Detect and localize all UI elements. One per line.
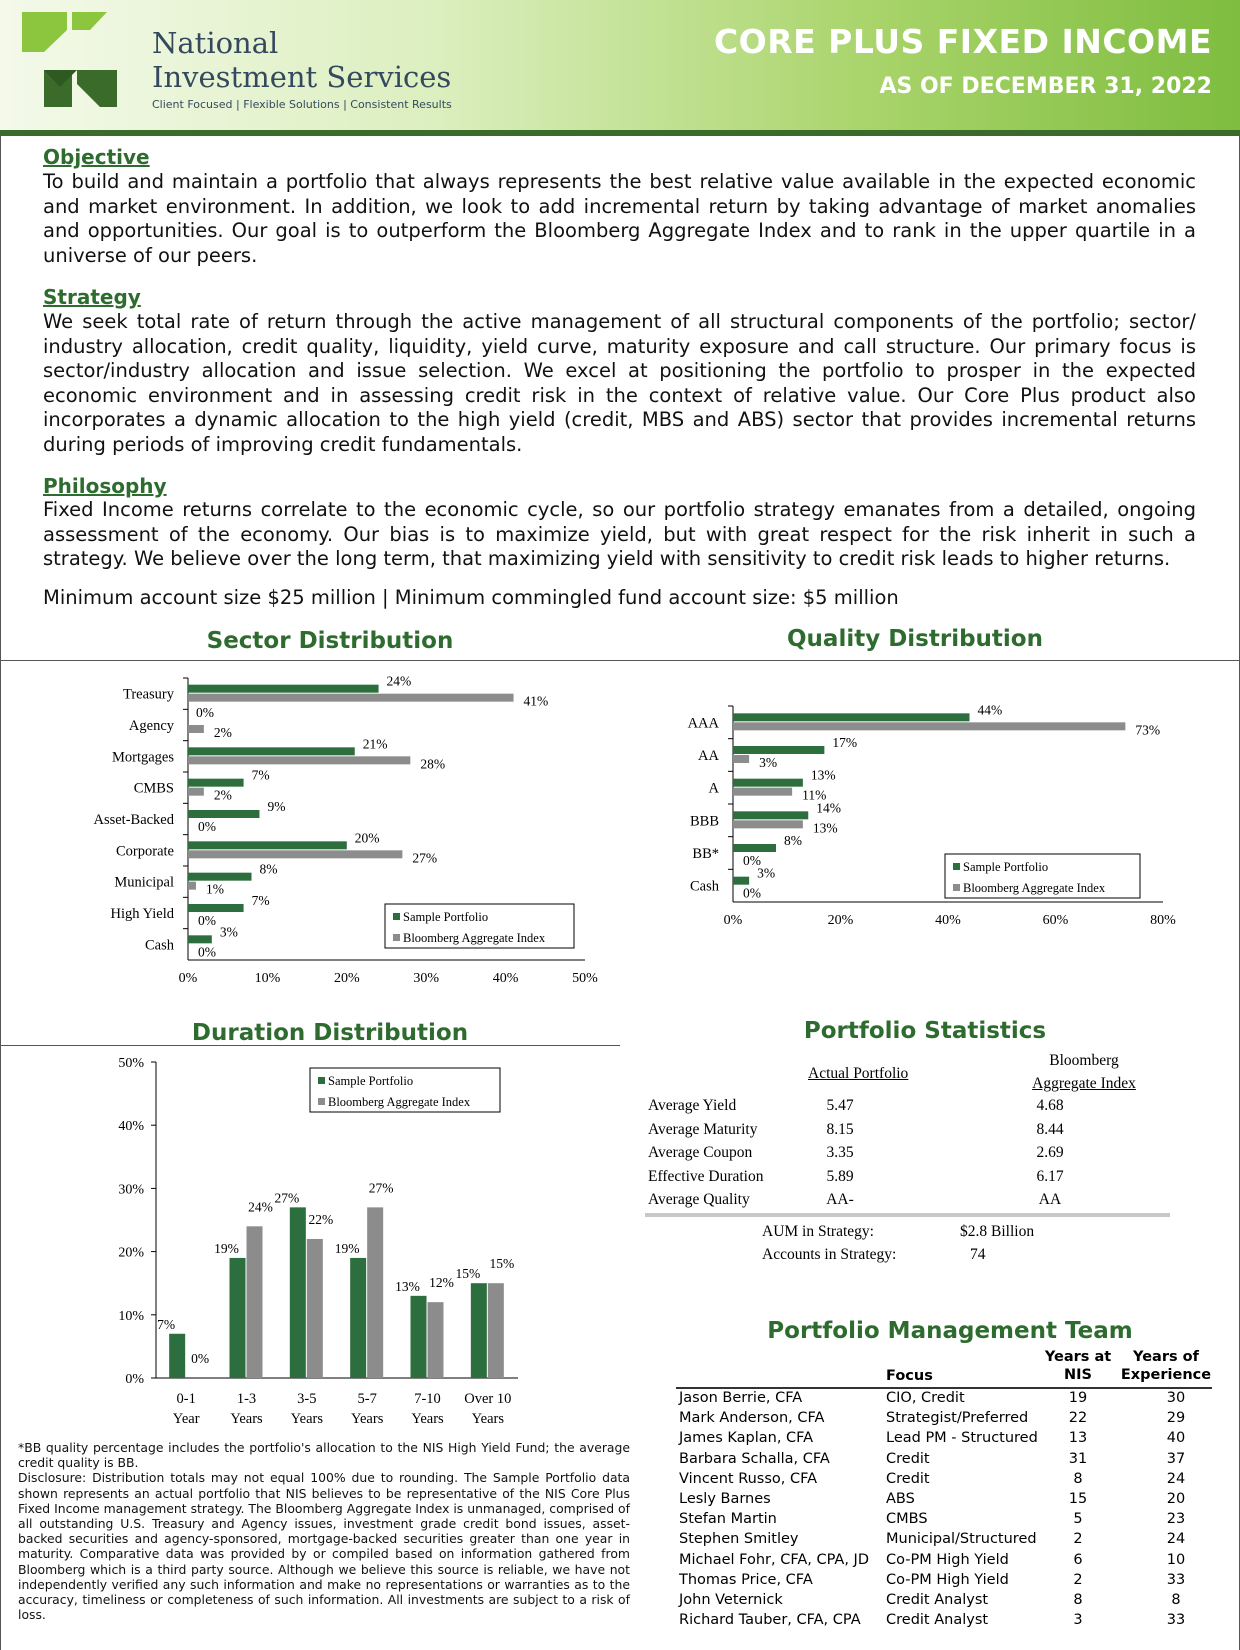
accounts-label: Accounts in Strategy: xyxy=(762,1246,897,1263)
team-header-rule xyxy=(676,1387,1212,1389)
legend-swatch xyxy=(393,913,400,920)
category-label: BB* xyxy=(692,846,719,862)
philosophy-text: Fixed Income returns correlate to the economic cycle, so our portfolio strategy emanates from a detailed, ongoing assessment of the economy. Our bias is to maximize yield, but with great respect for the risk inherit in such a strategy. We believe over the long term, that maximizing yield with sensitivity to credit risk leads to higher returns. xyxy=(43,498,1196,570)
team-member-exp: 33 xyxy=(1166,1571,1186,1588)
bar-portfolio xyxy=(188,810,259,818)
data-label: 28% xyxy=(420,756,446,772)
x-tick-label: 50% xyxy=(572,971,598,986)
team-col-exp-1: Years of xyxy=(1133,1349,1199,1365)
team-member-focus: Strategist/Preferred xyxy=(886,1410,1029,1427)
team-member-name: Jason Berrie, CFA xyxy=(679,1390,803,1406)
team-member-focus: CMBS xyxy=(886,1511,928,1528)
team-member-exp: 30 xyxy=(1166,1390,1186,1406)
team-member-name: Stephen Smitley xyxy=(679,1531,799,1548)
stats-actual: 8.15 xyxy=(826,1120,854,1138)
bar-index xyxy=(488,1283,504,1378)
data-label: 3% xyxy=(759,755,778,770)
legend-label: Bloomberg Aggregate Index xyxy=(328,1095,471,1109)
y-tick-label: 40% xyxy=(118,1119,144,1135)
aum-label: AUM in Strategy: xyxy=(762,1223,874,1240)
legend-swatch xyxy=(393,934,400,941)
team-member-exp: 29 xyxy=(1166,1410,1186,1427)
x-tick-label: 20% xyxy=(333,971,360,986)
disclaimer-block xyxy=(18,1440,630,1622)
category-label: 5-7 xyxy=(357,1391,377,1407)
duration-chart-title: Duration Distribution xyxy=(191,1020,469,1046)
team-member-nis: 8 xyxy=(1073,1592,1083,1608)
category-label: Mortgages xyxy=(111,749,174,766)
bar-index xyxy=(188,756,410,764)
bar-index xyxy=(733,788,792,796)
stats-label: Effective Duration xyxy=(648,1167,764,1185)
category-label: CMBS xyxy=(133,780,174,797)
data-label: 14% xyxy=(816,800,841,816)
category-label: Years xyxy=(411,1411,444,1427)
data-label: 0% xyxy=(198,819,216,834)
team-member-exp: 24 xyxy=(1166,1531,1186,1548)
category-label: Years xyxy=(350,1411,384,1427)
x-tick-label: 10% xyxy=(254,971,281,986)
strategy-heading: Strategy xyxy=(43,285,141,309)
data-label: 8% xyxy=(784,833,802,848)
bar-portfolio xyxy=(188,685,379,693)
nis-logo-icon xyxy=(22,12,152,117)
legend-label: Sample Portfolio xyxy=(403,910,489,924)
bar-index xyxy=(188,788,204,796)
team-member-focus: Lead PM - Structured xyxy=(886,1430,1038,1447)
team-member-nis: 8 xyxy=(1073,1470,1083,1487)
team-member-name: Lesly Barnes xyxy=(679,1491,771,1507)
data-label: 11% xyxy=(802,787,827,803)
x-tick-label: 0% xyxy=(723,913,743,928)
legend-label: Bloomberg Aggregate Index xyxy=(403,931,546,945)
accounts-value: 74 xyxy=(970,1246,986,1263)
legend-label: Sample Portfolio xyxy=(328,1074,414,1088)
y-tick-label: 10% xyxy=(118,1308,144,1324)
bar-portfolio xyxy=(188,873,252,881)
category-label: Treasury xyxy=(122,686,174,703)
x-tick-label: 40% xyxy=(492,971,519,986)
team-member-focus: CIO, Credit xyxy=(886,1390,965,1406)
quality-chart-title: Quality Distribution xyxy=(787,626,1043,652)
bar-index xyxy=(733,722,1125,730)
x-tick-label: 40% xyxy=(935,913,961,928)
stats-label: Average Yield xyxy=(648,1097,737,1114)
data-label: 27% xyxy=(368,1180,394,1196)
stats-col-index-2: Aggregate Index xyxy=(1032,1075,1136,1092)
team-member-name: Vincent Russo, CFA xyxy=(679,1470,818,1487)
team-member-focus: Credit xyxy=(886,1450,930,1467)
x-tick-label: 0% xyxy=(178,971,198,986)
data-label: 8% xyxy=(259,861,278,877)
team-member-nis: 2 xyxy=(1073,1571,1083,1588)
team-member-exp: 40 xyxy=(1166,1430,1186,1447)
team-member-exp: 33 xyxy=(1166,1612,1186,1629)
data-label: 19% xyxy=(334,1240,360,1256)
category-label: Cash xyxy=(145,937,174,954)
minimum-account-text: Minimum account size $25 million | Minimum commingled fund account size: $5 million xyxy=(43,586,899,609)
team-member-nis: 5 xyxy=(1073,1511,1083,1528)
strategy-text: We seek total rate of return through the active management of all structural components of the portfolio; sector/ industry allocation, credit quality, liquidity, yield curve, maturity exposure and call structure. Our primary focus is sector/industry allocation and issue selection. We excel at positioning the portfolio to prosper in the expected economic environment and in assessing credit risk in the context of relative value. Our Core Plus product also incorporates a dynamic allocation to the high yield (credit, MBS and ABS) sector that provides incremental returns during periods of improving credit fundamentals. xyxy=(43,310,1196,456)
team-member-nis: 3 xyxy=(1073,1612,1083,1629)
data-label: 7% xyxy=(251,893,270,908)
data-label: 13% xyxy=(395,1278,420,1294)
team-member-nis: 13 xyxy=(1068,1430,1088,1447)
quality-distribution-chart xyxy=(620,668,1240,968)
y-tick-label: 0% xyxy=(125,1372,144,1387)
team-member-exp: 23 xyxy=(1166,1511,1186,1528)
y-tick-label: 20% xyxy=(118,1245,144,1261)
stats-actual: 3.35 xyxy=(826,1144,854,1161)
bb-footnote: *BB quality percentage includes the portfolio's allocation to the NIS High Yield Fund; the average credit quality is BB. xyxy=(18,1440,630,1471)
data-label: 0% xyxy=(743,885,761,901)
team-member-name: Richard Tauber, CFA, CPA xyxy=(679,1612,861,1629)
team-member-name: Thomas Price, CFA xyxy=(679,1571,813,1588)
team-member-focus: ABS xyxy=(886,1491,915,1507)
bar-portfolio xyxy=(471,1283,487,1378)
team-col-exp-2: Experience xyxy=(1120,1367,1212,1383)
page-date: AS OF DECEMBER 31, 2022 xyxy=(879,74,1212,99)
data-label: 0% xyxy=(198,913,216,928)
stats-index: 4.68 xyxy=(1036,1097,1064,1114)
data-label: 27% xyxy=(274,1190,300,1206)
x-tick-label: 20% xyxy=(827,913,854,928)
category-label: Asset-Backed xyxy=(93,812,174,828)
data-label: 73% xyxy=(1135,722,1161,738)
bar-portfolio xyxy=(733,713,970,721)
legend-swatch xyxy=(318,1098,325,1105)
team-member-name: Mark Anderson, CFA xyxy=(679,1410,825,1427)
category-label: Years xyxy=(230,1411,263,1427)
company-name-line1: National xyxy=(152,26,279,60)
data-label: 0% xyxy=(191,1351,210,1366)
legend-swatch xyxy=(318,1077,325,1084)
data-label: 15% xyxy=(489,1256,515,1272)
bar-portfolio xyxy=(733,779,803,787)
data-label: 15% xyxy=(455,1266,481,1282)
team-member-nis: 6 xyxy=(1073,1551,1083,1568)
bar-portfolio xyxy=(188,841,347,849)
stats-label: Average Maturity xyxy=(648,1120,758,1138)
bar-portfolio xyxy=(169,1334,185,1378)
team-member-nis: 2 xyxy=(1073,1531,1083,1548)
category-label: AAA xyxy=(687,715,719,732)
data-label: 44% xyxy=(977,702,1003,718)
data-label: 21% xyxy=(362,736,388,752)
team-member-name: John Veternick xyxy=(679,1592,783,1608)
team-member-exp: 24 xyxy=(1166,1470,1186,1487)
team-member-focus: Credit Analyst xyxy=(886,1612,989,1629)
data-label: 27% xyxy=(412,850,438,866)
team-member-nis: 15 xyxy=(1068,1491,1088,1507)
data-label: 20% xyxy=(354,830,380,846)
stats-label: Average Quality xyxy=(648,1191,750,1208)
stats-index: AA xyxy=(1038,1191,1062,1208)
category-label: 7-10 xyxy=(414,1391,441,1407)
team-member-exp: 20 xyxy=(1166,1491,1186,1507)
stats-index: 2.69 xyxy=(1036,1144,1064,1161)
data-label: 3% xyxy=(219,924,238,940)
team-member-focus: Municipal/Structured xyxy=(886,1531,1037,1548)
legend-swatch xyxy=(953,863,960,870)
stats-col-actual: Actual Portfolio xyxy=(808,1065,909,1082)
team-member-nis: 22 xyxy=(1068,1410,1088,1427)
data-label: 7% xyxy=(157,1316,176,1332)
page-title: CORE PLUS FIXED INCOME xyxy=(713,22,1212,61)
legend-swatch xyxy=(953,884,960,891)
category-label: 3-5 xyxy=(297,1391,317,1407)
stats-divider xyxy=(645,1213,1170,1217)
stats-actual: AA- xyxy=(826,1191,854,1208)
bar-index xyxy=(367,1207,383,1378)
category-label: Cash xyxy=(690,878,719,895)
team-member-exp: 37 xyxy=(1166,1450,1186,1467)
category-label: 0-1 xyxy=(176,1391,196,1407)
duration-distribution-chart xyxy=(0,1050,620,1445)
y-tick-label: 30% xyxy=(118,1182,144,1198)
data-label: 9% xyxy=(267,799,286,814)
data-label: 2% xyxy=(213,725,232,740)
team-member-name: James Kaplan, CFA xyxy=(679,1430,814,1447)
header-divider xyxy=(0,130,1240,136)
stats-title: Portfolio Statistics xyxy=(803,1018,1047,1044)
team-member-focus: Credit Analyst xyxy=(886,1592,989,1608)
team-member-nis: 19 xyxy=(1068,1390,1088,1406)
bar-index xyxy=(733,755,749,763)
team-col-nis-2: NIS xyxy=(1064,1367,1092,1383)
bar-index xyxy=(428,1302,444,1378)
objective-heading: Objective xyxy=(43,145,150,169)
stats-index: 6.17 xyxy=(1036,1167,1064,1185)
data-label: 2% xyxy=(213,787,232,803)
bar-portfolio xyxy=(188,779,244,787)
sector-chart-title: Sector Distribution xyxy=(206,628,454,654)
sector-distribution-chart xyxy=(0,668,620,1013)
team-col-nis-1: Years at xyxy=(1044,1349,1112,1365)
bar-portfolio xyxy=(350,1258,366,1378)
data-label: 7% xyxy=(251,767,270,783)
legend-label: Bloomberg Aggregate Index xyxy=(963,881,1106,895)
team-member-exp: 8 xyxy=(1171,1592,1181,1608)
page-header xyxy=(0,0,1240,132)
team-member-name: Michael Fohr, CFA, CPA, JD xyxy=(679,1551,870,1568)
category-label: BBB xyxy=(689,813,719,830)
data-label: 13% xyxy=(810,767,836,783)
bar-index xyxy=(307,1239,323,1378)
category-label: Corporate xyxy=(116,843,174,860)
stats-actual: 5.89 xyxy=(826,1167,854,1185)
divider-left-1 xyxy=(0,660,620,661)
stats-label: Average Coupon xyxy=(648,1144,753,1161)
objective-text: To build and maintain a portfolio that always represents the best relative value available in the expected economic and market environment. In addition, we look to add incremental return by taking advantage of market anomalies and opportunities. Our goal is to outperform the Bloomberg Aggregate Index and to rank in the upper quartile in a universe of our peers. xyxy=(43,170,1196,267)
category-label: Years xyxy=(290,1411,324,1427)
data-label: 19% xyxy=(214,1240,239,1256)
data-label: 12% xyxy=(429,1275,454,1291)
y-tick-label: 50% xyxy=(118,1056,144,1071)
bar-index xyxy=(188,694,514,702)
bar-portfolio xyxy=(733,811,808,819)
bar-portfolio xyxy=(290,1207,306,1378)
bar-portfolio xyxy=(230,1258,246,1378)
data-label: 13% xyxy=(812,820,838,836)
category-label: High Yield xyxy=(110,906,174,922)
category-label: Over 10 xyxy=(464,1391,512,1407)
bar-portfolio xyxy=(733,844,776,852)
team-member-nis: 31 xyxy=(1068,1450,1088,1467)
x-tick-label: 80% xyxy=(1150,913,1176,928)
data-label: 3% xyxy=(757,865,776,881)
stats-col-index-1: Bloomberg xyxy=(1049,1052,1119,1069)
category-label: Year xyxy=(172,1411,200,1427)
category-label: Agency xyxy=(128,718,174,734)
team-member-name: Stefan Martin xyxy=(679,1511,777,1528)
bar-index xyxy=(188,850,402,858)
bar-portfolio xyxy=(733,746,824,754)
x-tick-label: 30% xyxy=(413,971,440,986)
company-name-line2: Investment Services xyxy=(152,60,452,94)
team-member-focus: Credit xyxy=(886,1470,930,1487)
data-label: 0% xyxy=(743,853,761,868)
team-col-focus: Focus xyxy=(886,1368,933,1384)
data-label: 22% xyxy=(308,1211,334,1227)
bar-portfolio xyxy=(733,877,749,885)
bar-index xyxy=(247,1226,263,1378)
data-label: 24% xyxy=(248,1199,273,1215)
data-label: 24% xyxy=(386,673,412,689)
category-label: A xyxy=(708,780,719,797)
aum-value: $2.8 Billion xyxy=(960,1223,1035,1240)
philosophy-heading: Philosophy xyxy=(43,474,167,498)
bar-portfolio xyxy=(188,935,212,943)
data-label: 41% xyxy=(523,693,549,709)
data-label: 0% xyxy=(198,944,216,960)
stats-index: 8.44 xyxy=(1036,1120,1064,1138)
data-label: 0% xyxy=(196,705,214,720)
team-member-focus: Co-PM High Yield xyxy=(886,1571,1009,1588)
category-label: Municipal xyxy=(114,874,174,891)
divider-right-1 xyxy=(620,660,1240,661)
legend-label: Sample Portfolio xyxy=(963,860,1049,874)
category-label: AA xyxy=(698,748,719,764)
stats-actual: 5.47 xyxy=(826,1097,854,1114)
data-label: 17% xyxy=(832,735,858,750)
data-label: 1% xyxy=(205,881,224,897)
bar-portfolio xyxy=(188,747,355,755)
bar-portfolio xyxy=(411,1296,427,1378)
bar-index xyxy=(188,882,196,890)
team-title: Portfolio Management Team xyxy=(767,1318,1133,1344)
company-tagline: Client Focused | Flexible Solutions | Consistent Results xyxy=(152,98,452,111)
disclosure-text: Disclosure: Distribution totals may not equal 100% due to rounding. The Sample Portfolio data shown represents an actual portfolio that NIS believes to be representative of the NIS Core Plus Fixed Income management strategy. The Bloomberg Aggregate Index is unmanaged, comprised of all outstanding U.S. Treasury and Agency issues, investment grade credit bond issues, asset-backed securities and agency-sponsored, mortgage-backed securities greater than one year in maturity. Comparative data was provided by or compiled based on information gathered from Bloomberg which is a third party source. Although we believe this source is reliable, we have not independently verified any such information and make no representations or warranties as to the accuracy, timeliness or completeness of such information. All investments are subject to a risk of loss. xyxy=(18,1470,630,1623)
category-label: 1-3 xyxy=(236,1391,257,1407)
team-member-name: Barbara Schalla, CFA xyxy=(679,1450,830,1467)
bar-index xyxy=(188,725,204,733)
team-member-focus: Co-PM High Yield xyxy=(886,1551,1009,1568)
category-label: Years xyxy=(471,1411,505,1427)
bar-portfolio xyxy=(188,904,244,912)
x-tick-label: 60% xyxy=(1042,913,1069,928)
bar-index xyxy=(733,820,803,828)
team-member-exp: 10 xyxy=(1166,1551,1186,1568)
